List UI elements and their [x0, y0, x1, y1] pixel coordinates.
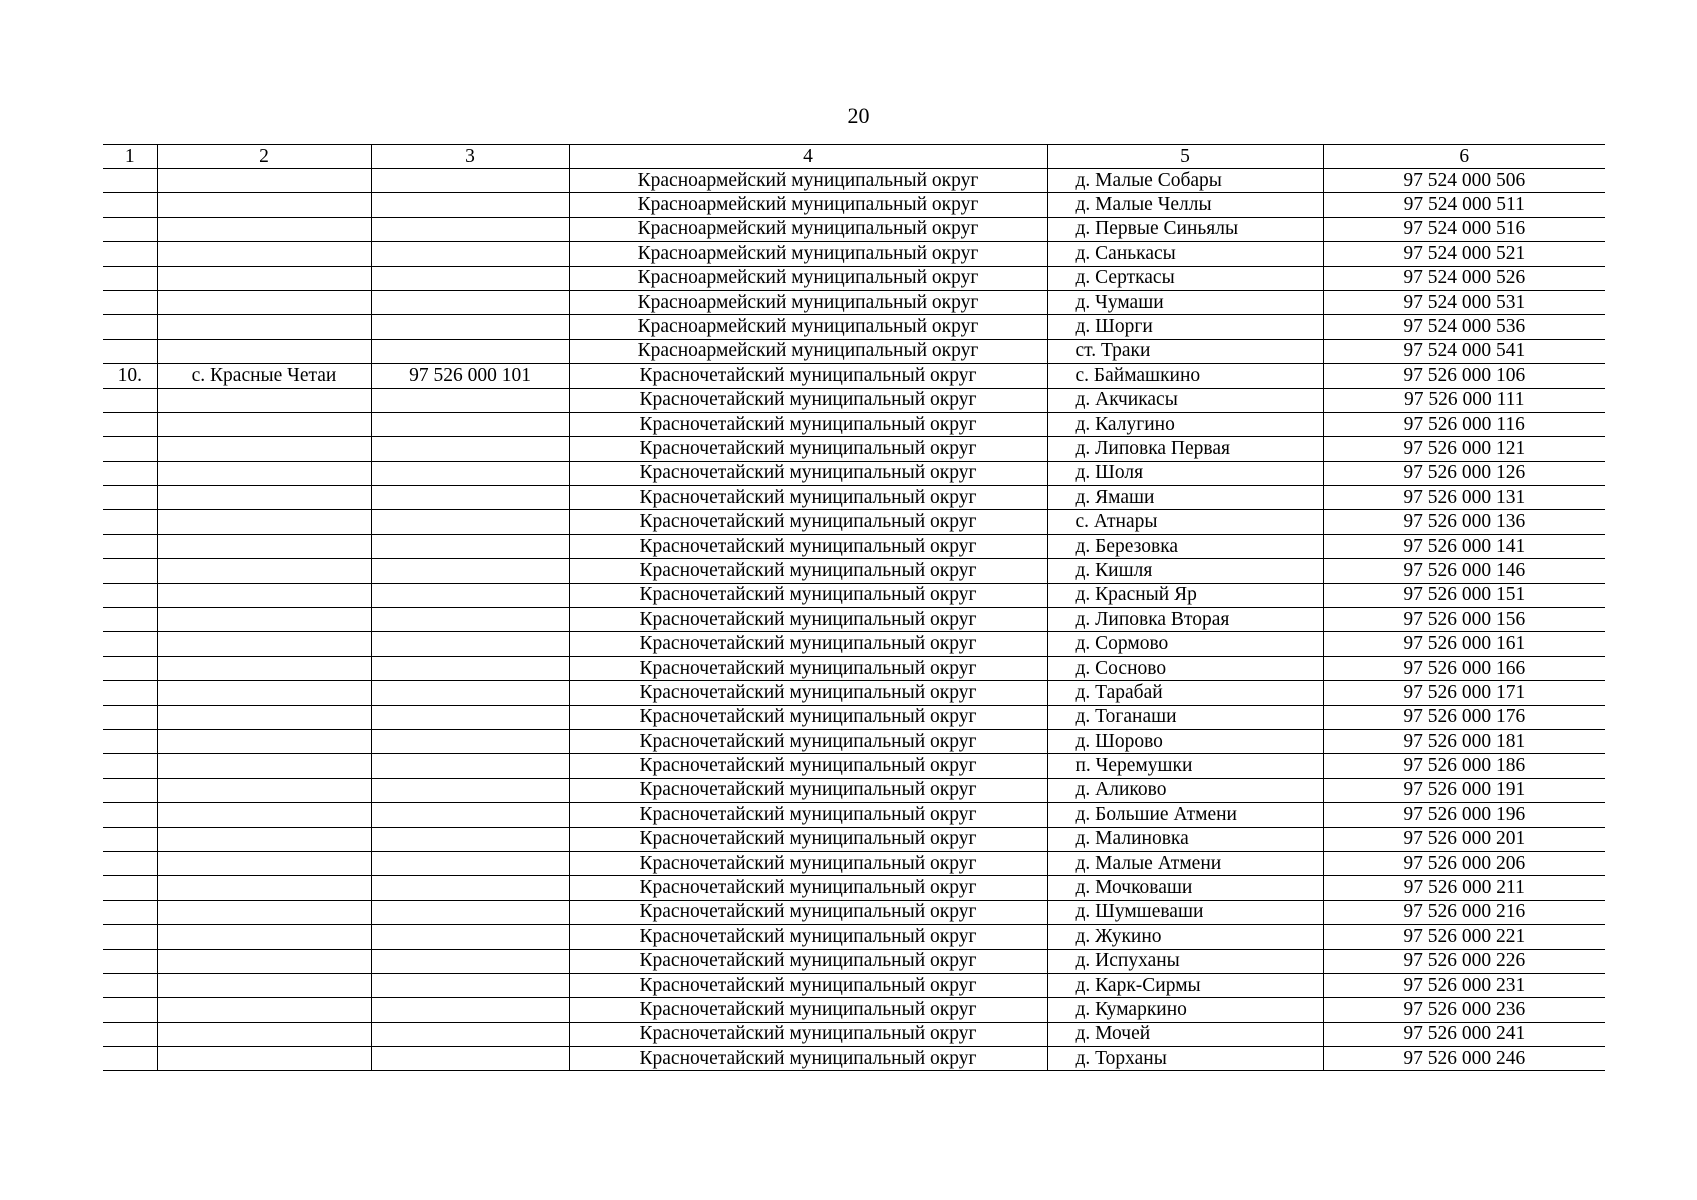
municipality-cell: Красночетайский муниципальный округ — [569, 973, 1047, 997]
settlement-center-cell — [157, 242, 371, 266]
table-row — [103, 656, 1605, 680]
locality-code-cell: 97 526 000 211 — [1323, 876, 1605, 900]
locality-code-cell: 97 526 000 196 — [1323, 803, 1605, 827]
row-number-cell — [103, 632, 157, 656]
locality-code-cell: 97 526 000 216 — [1323, 900, 1605, 924]
settlement-center-cell — [157, 656, 371, 680]
center-code-cell — [371, 412, 569, 436]
table-row — [103, 412, 1605, 436]
locality-code-cell: 97 526 000 166 — [1323, 656, 1605, 680]
locality-code-cell: 97 526 000 246 — [1323, 1047, 1605, 1071]
locality-cell: д. Малые Челлы — [1047, 193, 1323, 217]
row-number-cell — [103, 705, 157, 729]
row-number-cell — [103, 778, 157, 802]
settlement-center-cell — [157, 290, 371, 314]
table-row — [103, 900, 1605, 924]
center-code-cell: 97 526 000 101 — [371, 364, 569, 388]
center-code-cell — [371, 1047, 569, 1071]
center-code-cell — [371, 973, 569, 997]
municipality-cell: Красночетайский муниципальный округ — [569, 900, 1047, 924]
row-number-cell — [103, 681, 157, 705]
locality-code-cell: 97 526 000 231 — [1323, 973, 1605, 997]
center-code-cell — [371, 729, 569, 753]
row-number-cell — [103, 827, 157, 851]
settlement-center-cell — [157, 827, 371, 851]
column-header: 1 — [103, 145, 157, 169]
locality-cell: д. Аликово — [1047, 778, 1323, 802]
locality-cell: с. Атнары — [1047, 510, 1323, 534]
locality-code-cell: 97 526 000 121 — [1323, 437, 1605, 461]
locality-cell: д. Шоля — [1047, 461, 1323, 485]
column-header: 5 — [1047, 145, 1323, 169]
center-code-cell — [371, 486, 569, 510]
center-code-cell — [371, 827, 569, 851]
table-row — [103, 1022, 1605, 1046]
table-row — [103, 705, 1605, 729]
table-row — [103, 364, 1605, 388]
table-row — [103, 510, 1605, 534]
municipality-cell: Красночетайский муниципальный округ — [569, 510, 1047, 534]
municipality-cell: Красночетайский муниципальный округ — [569, 559, 1047, 583]
table-row — [103, 388, 1605, 412]
municipality-cell: Красночетайский муниципальный округ — [569, 412, 1047, 436]
locality-cell: д. Малые Атмени — [1047, 851, 1323, 875]
municipality-cell: Красноармейский муниципальный округ — [569, 193, 1047, 217]
column-header: 3 — [371, 145, 569, 169]
settlement-center-cell — [157, 973, 371, 997]
settlement-center-cell — [157, 925, 371, 949]
locality-code-cell: 97 524 000 506 — [1323, 169, 1605, 193]
locality-cell: д. Тарабай — [1047, 681, 1323, 705]
settlement-center-cell — [157, 266, 371, 290]
locality-code-cell: 97 526 000 131 — [1323, 486, 1605, 510]
locality-code-cell: 97 526 000 116 — [1323, 412, 1605, 436]
row-number-cell — [103, 1047, 157, 1071]
table-row — [103, 583, 1605, 607]
locality-cell: д. Калугино — [1047, 412, 1323, 436]
row-number-cell — [103, 803, 157, 827]
settlement-center-cell — [157, 608, 371, 632]
settlement-center-cell — [157, 339, 371, 363]
row-number-cell — [103, 949, 157, 973]
row-number-cell — [103, 437, 157, 461]
municipality-cell: Красночетайский муниципальный округ — [569, 583, 1047, 607]
settlement-center-cell — [157, 461, 371, 485]
settlements-table — [103, 144, 1605, 1071]
center-code-cell — [371, 998, 569, 1022]
municipality-cell: Красночетайский муниципальный округ — [569, 778, 1047, 802]
municipality-cell: Красночетайский муниципальный округ — [569, 656, 1047, 680]
settlement-center-cell — [157, 437, 371, 461]
table-row — [103, 290, 1605, 314]
table-row — [103, 534, 1605, 558]
municipality-cell: Красноармейский муниципальный округ — [569, 266, 1047, 290]
center-code-cell — [371, 169, 569, 193]
locality-code-cell: 97 526 000 206 — [1323, 851, 1605, 875]
municipality-cell: Красночетайский муниципальный округ — [569, 729, 1047, 753]
settlement-center-cell — [157, 412, 371, 436]
locality-cell: д. Торханы — [1047, 1047, 1323, 1071]
center-code-cell — [371, 193, 569, 217]
row-number-cell — [103, 973, 157, 997]
locality-code-cell: 97 526 000 141 — [1323, 534, 1605, 558]
table-row — [103, 754, 1605, 778]
table-row — [103, 681, 1605, 705]
table-row — [103, 803, 1605, 827]
center-code-cell — [371, 315, 569, 339]
table-row — [103, 876, 1605, 900]
settlement-center-cell — [157, 388, 371, 412]
row-number-cell — [103, 315, 157, 339]
center-code-cell — [371, 803, 569, 827]
settlement-center-cell — [157, 534, 371, 558]
locality-cell: д. Липовка Первая — [1047, 437, 1323, 461]
table-row — [103, 827, 1605, 851]
settlement-center-cell — [157, 1022, 371, 1046]
municipality-cell: Красноармейский муниципальный округ — [569, 217, 1047, 241]
center-code-cell — [371, 1022, 569, 1046]
municipality-cell: Красночетайский муниципальный округ — [569, 1022, 1047, 1046]
locality-code-cell: 97 526 000 151 — [1323, 583, 1605, 607]
municipality-cell: Красночетайский муниципальный округ — [569, 876, 1047, 900]
municipality-cell: Красночетайский муниципальный округ — [569, 1047, 1047, 1071]
row-number-cell — [103, 851, 157, 875]
locality-cell: д. Ямаши — [1047, 486, 1323, 510]
center-code-cell — [371, 900, 569, 924]
row-number-cell — [103, 729, 157, 753]
municipality-cell: Красночетайский муниципальный округ — [569, 754, 1047, 778]
locality-code-cell: 97 524 000 541 — [1323, 339, 1605, 363]
table-row — [103, 949, 1605, 973]
locality-cell: ст. Траки — [1047, 339, 1323, 363]
locality-cell: д. Санькасы — [1047, 242, 1323, 266]
table-row — [103, 973, 1605, 997]
row-number-cell — [103, 266, 157, 290]
locality-cell: д. Испуханы — [1047, 949, 1323, 973]
municipality-cell: Красноармейский муниципальный округ — [569, 242, 1047, 266]
locality-code-cell: 97 526 000 191 — [1323, 778, 1605, 802]
settlement-center-cell — [157, 217, 371, 241]
row-number-cell — [103, 925, 157, 949]
settlement-center-cell — [157, 949, 371, 973]
locality-code-cell: 97 526 000 156 — [1323, 608, 1605, 632]
settlement-center-cell — [157, 486, 371, 510]
row-number-cell — [103, 754, 157, 778]
row-number-cell — [103, 193, 157, 217]
settlement-center-cell — [157, 193, 371, 217]
table-row — [103, 925, 1605, 949]
row-number-cell — [103, 217, 157, 241]
row-number-cell — [103, 510, 157, 534]
municipality-cell: Красночетайский муниципальный округ — [569, 632, 1047, 656]
municipality-cell: Красночетайский муниципальный округ — [569, 803, 1047, 827]
locality-code-cell: 97 526 000 236 — [1323, 998, 1605, 1022]
center-code-cell — [371, 632, 569, 656]
locality-code-cell: 97 526 000 181 — [1323, 729, 1605, 753]
locality-cell: д. Тоганаши — [1047, 705, 1323, 729]
municipality-cell: Красночетайский муниципальный округ — [569, 851, 1047, 875]
center-code-cell — [371, 534, 569, 558]
table-row — [103, 242, 1605, 266]
locality-cell: д. Серткасы — [1047, 266, 1323, 290]
center-code-cell — [371, 705, 569, 729]
locality-code-cell: 97 526 000 111 — [1323, 388, 1605, 412]
locality-cell: д. Кишля — [1047, 559, 1323, 583]
center-code-cell — [371, 876, 569, 900]
municipality-cell: Красночетайский муниципальный округ — [569, 364, 1047, 388]
locality-cell: д. Малиновка — [1047, 827, 1323, 851]
settlement-center-cell — [157, 729, 371, 753]
locality-code-cell: 97 524 000 536 — [1323, 315, 1605, 339]
municipality-cell: Красночетайский муниципальный округ — [569, 705, 1047, 729]
row-number-cell — [103, 339, 157, 363]
row-number-cell — [103, 900, 157, 924]
column-header: 4 — [569, 145, 1047, 169]
table-row — [103, 1047, 1605, 1071]
table-row — [103, 437, 1605, 461]
center-code-cell — [371, 461, 569, 485]
center-code-cell — [371, 242, 569, 266]
locality-cell: д. Березовка — [1047, 534, 1323, 558]
table-row — [103, 339, 1605, 363]
municipality-cell: Красночетайский муниципальный округ — [569, 461, 1047, 485]
center-code-cell — [371, 754, 569, 778]
locality-code-cell: 97 524 000 516 — [1323, 217, 1605, 241]
table-header-row — [103, 145, 1605, 169]
table-row — [103, 608, 1605, 632]
row-number-cell — [103, 169, 157, 193]
table-row — [103, 217, 1605, 241]
locality-code-cell: 97 526 000 186 — [1323, 754, 1605, 778]
row-number-cell — [103, 583, 157, 607]
locality-cell: с. Баймашкино — [1047, 364, 1323, 388]
center-code-cell — [371, 608, 569, 632]
municipality-cell: Красноармейский муниципальный округ — [569, 290, 1047, 314]
locality-code-cell: 97 526 000 126 — [1323, 461, 1605, 485]
table-row — [103, 193, 1605, 217]
settlement-center-cell — [157, 632, 371, 656]
center-code-cell — [371, 656, 569, 680]
table-row — [103, 998, 1605, 1022]
municipality-cell: Красночетайский муниципальный округ — [569, 437, 1047, 461]
locality-cell: д. Малые Собары — [1047, 169, 1323, 193]
settlement-center-cell — [157, 778, 371, 802]
locality-code-cell: 97 526 000 146 — [1323, 559, 1605, 583]
table-row — [103, 486, 1605, 510]
locality-code-cell: 97 524 000 531 — [1323, 290, 1605, 314]
locality-code-cell: 97 526 000 221 — [1323, 925, 1605, 949]
locality-cell: п. Черемушки — [1047, 754, 1323, 778]
municipality-cell: Красноармейский муниципальный округ — [569, 315, 1047, 339]
settlement-center-cell — [157, 583, 371, 607]
municipality-cell: Красночетайский муниципальный округ — [569, 827, 1047, 851]
row-number-cell — [103, 534, 157, 558]
locality-cell: д. Шорги — [1047, 315, 1323, 339]
row-number-cell — [103, 559, 157, 583]
settlement-center-cell — [157, 169, 371, 193]
center-code-cell — [371, 437, 569, 461]
row-number-cell — [103, 486, 157, 510]
locality-cell: д. Первые Синьялы — [1047, 217, 1323, 241]
settlement-center-cell — [157, 705, 371, 729]
table-row — [103, 559, 1605, 583]
locality-cell: д. Карк-Сирмы — [1047, 973, 1323, 997]
center-code-cell — [371, 778, 569, 802]
row-number-cell — [103, 876, 157, 900]
settlement-center-cell — [157, 900, 371, 924]
municipality-cell: Красночетайский муниципальный округ — [569, 949, 1047, 973]
locality-code-cell: 97 526 000 226 — [1323, 949, 1605, 973]
row-number-cell — [103, 1022, 157, 1046]
locality-code-cell: 97 524 000 526 — [1323, 266, 1605, 290]
table-row — [103, 851, 1605, 875]
row-number-cell: 10. — [103, 364, 157, 388]
locality-cell: д. Красный Яр — [1047, 583, 1323, 607]
table-row — [103, 169, 1605, 193]
center-code-cell — [371, 949, 569, 973]
center-code-cell — [371, 339, 569, 363]
locality-cell: д. Кумаркино — [1047, 998, 1323, 1022]
locality-cell: д. Сормово — [1047, 632, 1323, 656]
table-row — [103, 778, 1605, 802]
settlement-center-cell — [157, 510, 371, 534]
locality-code-cell: 97 526 000 161 — [1323, 632, 1605, 656]
municipality-cell: Красноармейский муниципальный округ — [569, 339, 1047, 363]
locality-code-cell: 97 526 000 106 — [1323, 364, 1605, 388]
table-row — [103, 266, 1605, 290]
settlement-center-cell — [157, 876, 371, 900]
settlement-center-cell — [157, 998, 371, 1022]
settlement-center-cell: с. Красные Четаи — [157, 364, 371, 388]
center-code-cell — [371, 851, 569, 875]
center-code-cell — [371, 217, 569, 241]
municipality-cell: Красночетайский муниципальный округ — [569, 998, 1047, 1022]
row-number-cell — [103, 656, 157, 680]
settlement-center-cell — [157, 851, 371, 875]
municipality-cell: Красноармейский муниципальный округ — [569, 169, 1047, 193]
row-number-cell — [103, 608, 157, 632]
table-row — [103, 729, 1605, 753]
row-number-cell — [103, 461, 157, 485]
center-code-cell — [371, 510, 569, 534]
locality-cell: д. Мочковаши — [1047, 876, 1323, 900]
municipality-cell: Красночетайский муниципальный округ — [569, 486, 1047, 510]
settlement-center-cell — [157, 559, 371, 583]
column-header: 2 — [157, 145, 371, 169]
locality-cell: д. Липовка Вторая — [1047, 608, 1323, 632]
settlement-center-cell — [157, 315, 371, 339]
locality-code-cell: 97 526 000 201 — [1323, 827, 1605, 851]
settlement-center-cell — [157, 754, 371, 778]
center-code-cell — [371, 583, 569, 607]
table-body — [103, 169, 1605, 1071]
page-number: 20 — [847, 103, 870, 128]
municipality-cell: Красночетайский муниципальный округ — [569, 925, 1047, 949]
locality-cell: д. Шорово — [1047, 729, 1323, 753]
row-number-cell — [103, 290, 157, 314]
table-row — [103, 632, 1605, 656]
municipality-cell: Красночетайский муниципальный округ — [569, 681, 1047, 705]
municipality-cell: Красночетайский муниципальный округ — [569, 534, 1047, 558]
locality-code-cell: 97 526 000 241 — [1323, 1022, 1605, 1046]
center-code-cell — [371, 925, 569, 949]
locality-cell: д. Чумаши — [1047, 290, 1323, 314]
row-number-cell — [103, 388, 157, 412]
locality-code-cell: 97 526 000 171 — [1323, 681, 1605, 705]
settlement-center-cell — [157, 681, 371, 705]
settlement-center-cell — [157, 1047, 371, 1071]
center-code-cell — [371, 290, 569, 314]
locality-cell: д. Мочей — [1047, 1022, 1323, 1046]
locality-code-cell: 97 524 000 521 — [1323, 242, 1605, 266]
locality-cell: д. Жукино — [1047, 925, 1323, 949]
locality-code-cell: 97 526 000 136 — [1323, 510, 1605, 534]
locality-cell: д. Сосново — [1047, 656, 1323, 680]
center-code-cell — [371, 681, 569, 705]
column-header: 6 — [1323, 145, 1605, 169]
table-row — [103, 315, 1605, 339]
locality-cell: д. Акчикасы — [1047, 388, 1323, 412]
locality-code-cell: 97 526 000 176 — [1323, 705, 1605, 729]
center-code-cell — [371, 388, 569, 412]
settlement-center-cell — [157, 803, 371, 827]
locality-cell: д. Большие Атмени — [1047, 803, 1323, 827]
municipality-cell: Красночетайский муниципальный округ — [569, 608, 1047, 632]
row-number-cell — [103, 242, 157, 266]
center-code-cell — [371, 266, 569, 290]
row-number-cell — [103, 998, 157, 1022]
center-code-cell — [371, 559, 569, 583]
table-row — [103, 461, 1605, 485]
row-number-cell — [103, 412, 157, 436]
municipality-cell: Красночетайский муниципальный округ — [569, 388, 1047, 412]
locality-code-cell: 97 524 000 511 — [1323, 193, 1605, 217]
locality-cell: д. Шумшеваши — [1047, 900, 1323, 924]
